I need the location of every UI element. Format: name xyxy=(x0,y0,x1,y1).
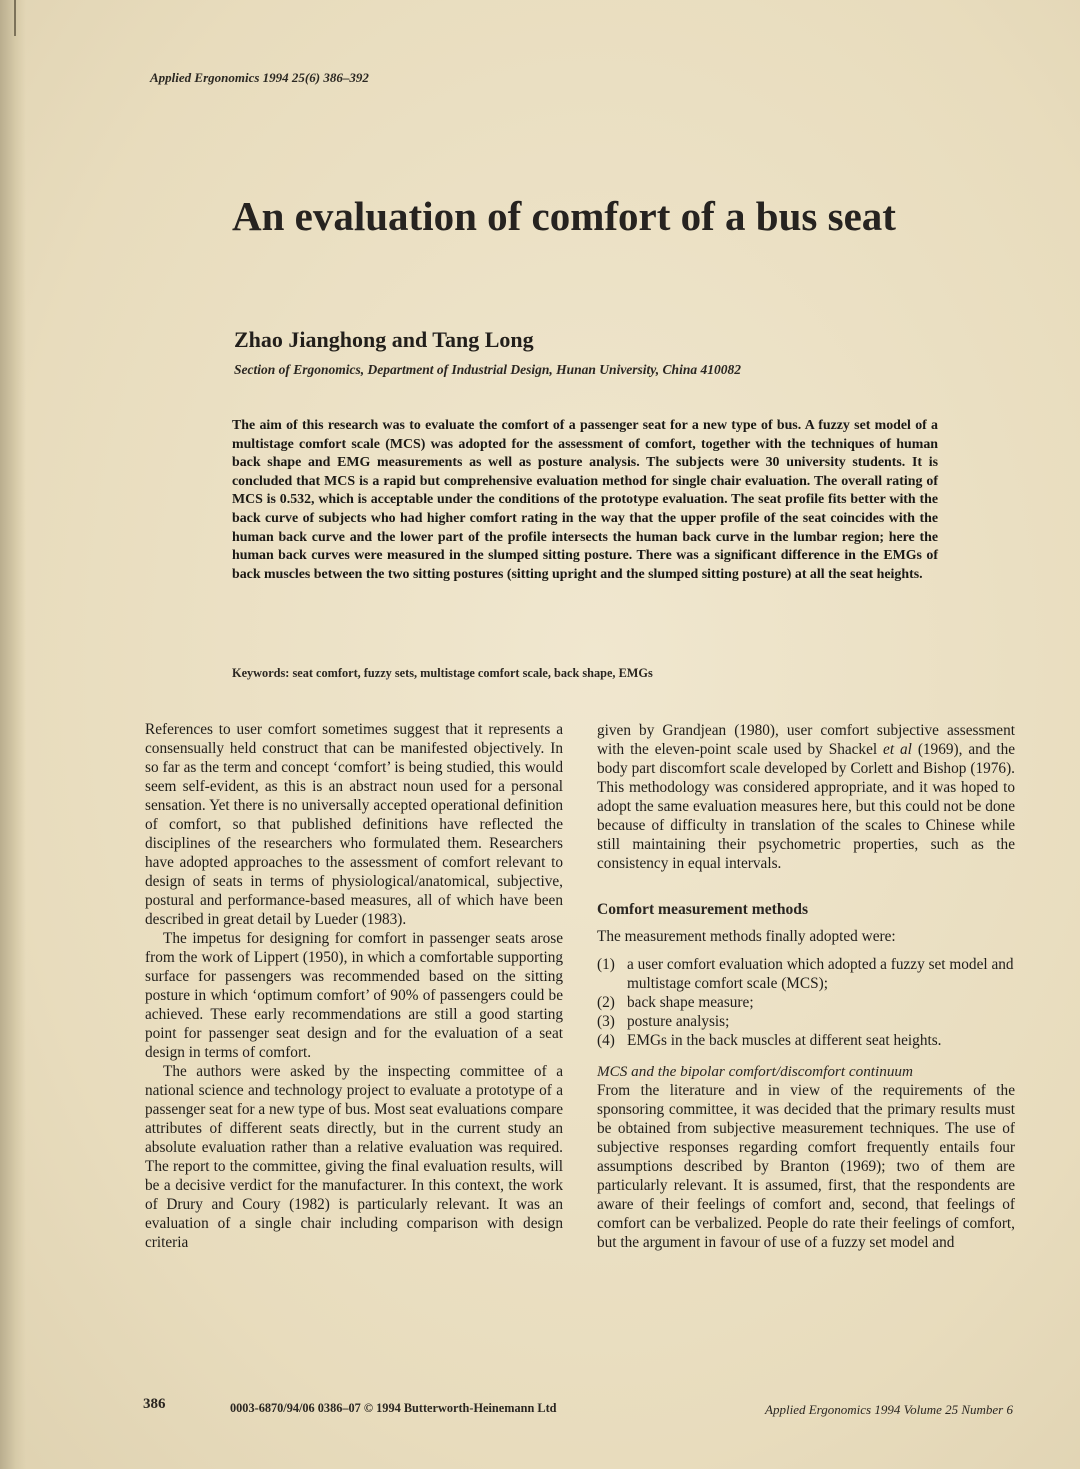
article-abstract: The aim of this research was to evaluate the comfort of a passenger seat for a new type of bus. A fuzzy set model of a multistage comfort scale (MCS) was adopted for the assessment of comfort, together with the techniques of human back shape and EMG measurements as well as posture analysis. The subjects were 30 university students. It is concluded that MCS is a rapid but comprehensive evaluation method for single chair evaluation. The overall rating of MCS is 0.532, which is acceptable under the conditions of the prototype evaluation. The seat profile fits better with the back curve of subjects who had higher comfort rating in the way that the upper profile of the seat coincides with the human back curve and the lower part of the profile intersects the human back curve in the lumbar region; here the human back curves were measured in the slumped sitting posture. There was a significant difference in the EMGs of back muscles between the two sitting postures (sitting upright and the slumped sitting posture) at all the seat heights. xyxy=(232,418,938,582)
methods-list-item xyxy=(597,955,1015,993)
footer-journal-issue: Applied Ergonomics 1994 Volume 25 Number 6 xyxy=(765,1402,1013,1417)
methods-intro: The measurement methods finally adopted were: xyxy=(597,928,896,945)
list-item-number: (1) xyxy=(597,956,615,973)
body-paragraph-2: The impetus for designing for comfort in passenger seats arose from the work of Lippert (1950), in which a comfortable supporting surface for passengers was recommended based on the sitting posture in which ‘optimum comfort’ of 90% of passengers could be achieved. These early recommendations are still a good starting point for passenger seat design and for the evaluation of a seat design in terms of comfort. xyxy=(145,930,563,1061)
section-heading-comfort-methods: Comfort measurement methods xyxy=(597,901,809,918)
article-keywords: Keywords: seat comfort, fuzzy sets, multistage comfort scale, back shape, EMGs xyxy=(232,666,653,680)
body-paragraph-3: The authors were asked by the inspecting committee of a national science and technology project to evaluate a prototype of a passenger seat for a new type of bus. Most seat evaluations compare attributes of different seats directly, but in the current study an absolute evaluation rather than a relative evaluation was required. The report to the committee, giving the final evaluation results, will be a decisive verdict for the manufacturer. In this context, the work of Drury and Coury (1982) is particularly relevant. It was an evaluation of a single chair including comparison with design criteria xyxy=(145,1063,563,1251)
methods-list xyxy=(597,955,1015,1050)
journal-citation-header: Applied Ergonomics 1994 25(6) 386–392 xyxy=(150,70,369,85)
page-number: 386 xyxy=(143,1396,166,1412)
et-al-text: et al xyxy=(883,741,912,758)
author-affiliation: Section of Ergonomics, Department of Industrial Design, Hunan University, China 410082 xyxy=(234,362,741,377)
continued-text-part-1: given by Grandjean (1980), user comfort subjective assessment with the eleven-point scale used by Shackel xyxy=(597,722,1015,758)
methods-list-item xyxy=(597,1031,1015,1050)
methods-list-item xyxy=(597,993,1015,1012)
article-title: An evaluation of comfort of a bus seat xyxy=(232,193,896,239)
right-text-column xyxy=(597,721,1015,1252)
page-binding-shadow xyxy=(0,0,26,1469)
continued-paragraph xyxy=(597,721,1015,873)
list-item-text: back shape measure; xyxy=(627,994,754,1011)
list-item-number: (2) xyxy=(597,994,615,1011)
list-item-number: (3) xyxy=(597,1013,615,1030)
subsection-heading-mcs: MCS and the bipolar comfort/discomfort continuum xyxy=(597,1063,913,1080)
list-item-text: posture analysis; xyxy=(627,1013,730,1030)
list-item-number: (4) xyxy=(597,1032,615,1049)
list-item-text: EMGs in the back muscles at different seat heights. xyxy=(627,1032,942,1049)
list-item-text: a user comfort evaluation which adopted a fuzzy set model and multistage comfort scale (MCS); xyxy=(627,956,1014,992)
continued-text-part-2: (1969), and the body part discomfort scale developed by Corlett and Bishop (1976). This methodology was considered appropriate, and it was hoped to adopt the same evaluation measures here, but this could not be done because of difficulty in translation of the scales to Chinese while still maintaining their psychometric properties, such as the consistency in equal intervals. xyxy=(597,741,1016,872)
body-paragraph-1: References to user comfort sometimes suggest that it represents a consensually held construct that can be manifested objectively. In so far as the term and concept ‘comfort’ is being studied, this would seem self-evident, as this is an abstract noun used for a personal sensation. Yet there is no universally accepted operational definition of comfort, so that published definitions have reflected the disciplines of the researchers who formulated them. Researchers have adopted approaches to the assessment of comfort relevant to design of seats in terms of physiological/anatomical, subjective, postural and performance-based measures, all of which have been described in great detail by Lueder (1983). xyxy=(145,721,563,928)
binding-mark xyxy=(14,0,16,36)
methods-list-item xyxy=(597,1012,1015,1031)
subsection-paragraph: From the literature and in view of the requirements of the sponsoring committee, it was decided that the primary results must be obtained from subjective measurement techniques. The use of subjective responses regarding comfort frequently entails four assumptions described by Branton (1969); two of them are particularly relevant. It is assumed, first, that the respondents are aware of their feelings of comfort and, second, that feelings of comfort can be verbalized. People do rate their feelings of comfort, but the argument in favour of use of a fuzzy set model and xyxy=(597,1082,1015,1251)
footer-copyright: 0003-6870/94/06 0386–07 © 1994 Butterworth-Heinemann Ltd xyxy=(230,1401,557,1415)
left-text-column xyxy=(145,720,563,1252)
article-authors: Zhao Jianghong and Tang Long xyxy=(234,327,534,352)
